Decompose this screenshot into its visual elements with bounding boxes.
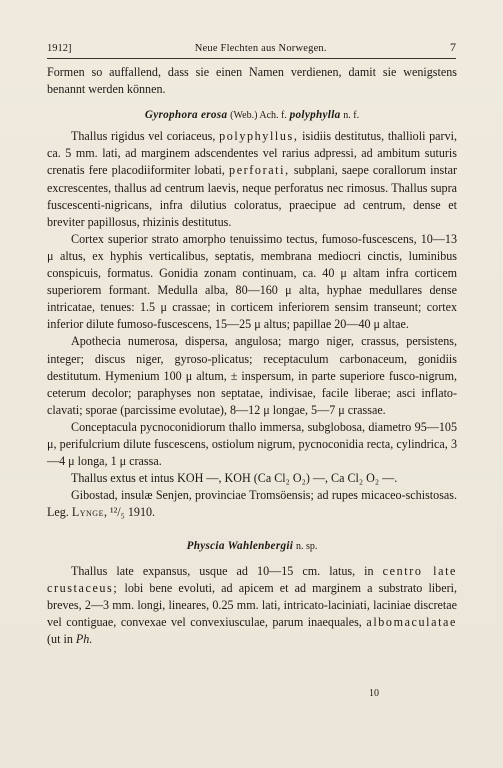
body-text [47,64,457,648]
species-author: (Web.) Ach. f. [230,110,287,122]
collector-name: Lynge [71,505,104,520]
emphasis-albomaculatae: albomaculatae [366,614,457,629]
text-run: lobi bene evoluti, ad apicem et ad marginem a substrato liberi, breves, 2—3 mm. longi, lineares, 0.25 mm. lati, intricato-laciniati, laciniae discretae vel contiguae, convexae vel convexiusculae, parum inaequales, [47,580,457,629]
text-run: , ¹²/₅ 1910. [103,505,156,520]
text-run: subplani, saepe corallorum instar excrescentes, thallus ad centrum laevis, neque perforatus nec rimosus. Thallus supra fuscescenti-nigricans, infra dilutius coloratus, praecipue ad centrum, dense et breviter papillosus, rhizinis destitutus. [47,163,457,229]
description-paragraph-thallus [47,128,457,231]
header-year: 1912] [47,43,72,54]
emphasis-centro: centro late crustaceus; [47,563,458,595]
description-paragraph-cortex: Cortex superior strato amorpho tenuissimo tectus, fumoso-fuscescens, 10—13 μ altus, ex hyphis verticalibus, septatis, membrana mediocri cinctis, luminibus conspicuis, formatus. Gonidia zonam continuam, ca. 40 μ altam infra corticem superiorem formant. Medulla alba, 80—160 μ alta, hyphae medullares dense intricatae, tenues: 1.5 μ crassae; in corticem inferiorem sensim transeunt; cortex inferior dilute fumoso-fuscescens, 15—25 μ altus; papillae 20—40 μ altae. [47,231,457,332]
species-name: Physcia Wahlenbergii [186,540,294,553]
page-header [47,40,456,54]
page-number: 7 [449,40,456,54]
description-paragraph-conceptacula: Conceptacula pycnoconidiorum thallo immersa, subglobosa, diametro 95—105 μ, perifulcrium dilute fuscescens, ostiolum nigrum, pycnoconidia recta, cylindrica, 3—4 μ longa, 1 μ crassa. [47,419,457,469]
text-run: Gibostad, insulæ Senjen, provinciae Tromsöensis; ad rupes micaceo-schistosas. Leg. [47,488,457,520]
text-run: isidiis destitutus, thallioli parvi, ca. 5 mm. lati, ad marginem adscendentes vel rarius adpressi, ad ambitum suturis crenatis fere placodiiformiter lobati, [47,129,458,178]
emphasis-polyphyllus: polyphyllus, [219,129,299,144]
taxon-status: n. sp. [295,541,318,553]
species-heading-gyrophora [47,107,457,124]
description-paragraph-reactions: Thallus extus et intus KOH —, KOH (Ca Cl₂ O₂) —, Ca Cl₂ O₂ —. [71,471,398,486]
signature-mark: 10 [369,688,379,699]
text-run: (ut in [47,631,73,646]
text-run: Thallus late expansus, usque ad 10—15 cm. latus, in [71,563,374,578]
description-paragraph-physcia [47,563,457,648]
taxon-status: n. f. [343,110,360,122]
form-name: polyphylla [289,109,341,122]
running-title: Neue Flechten aus Norwegen. [194,43,327,54]
intro-paragraph: Formen so auffallend, dass sie einen Namen verdienen, damit sie wenigstens benannt werden können. [47,65,457,97]
locality-paragraph [47,487,457,521]
text-run-italic: Ph. [75,631,93,646]
header-rule [47,58,456,59]
species-name: Gyrophora erosa [144,109,228,122]
emphasis-perforati: perforati, [229,163,290,178]
species-heading-physcia [47,538,457,555]
text-run: Thallus rigidus vel coriaceus, [71,129,216,144]
description-paragraph-apothecia: Apothecia numerosa, dispersa, angulosa; margo niger, crassus, persistens, integer; discus niger, gyroso-plicatus; receptaculum carbonaceum, gonidiis destitutum. Hymenium 100 μ altum, ± inspersum, in parte superiore fusco-nigrum, ceterum decolor; paraphyses non septatae, indivisae, facile liberae; asci inflato-clavati; sporae (parcissime evolutae), 8—12 μ longae, 5—7 μ crassae. [47,334,457,417]
